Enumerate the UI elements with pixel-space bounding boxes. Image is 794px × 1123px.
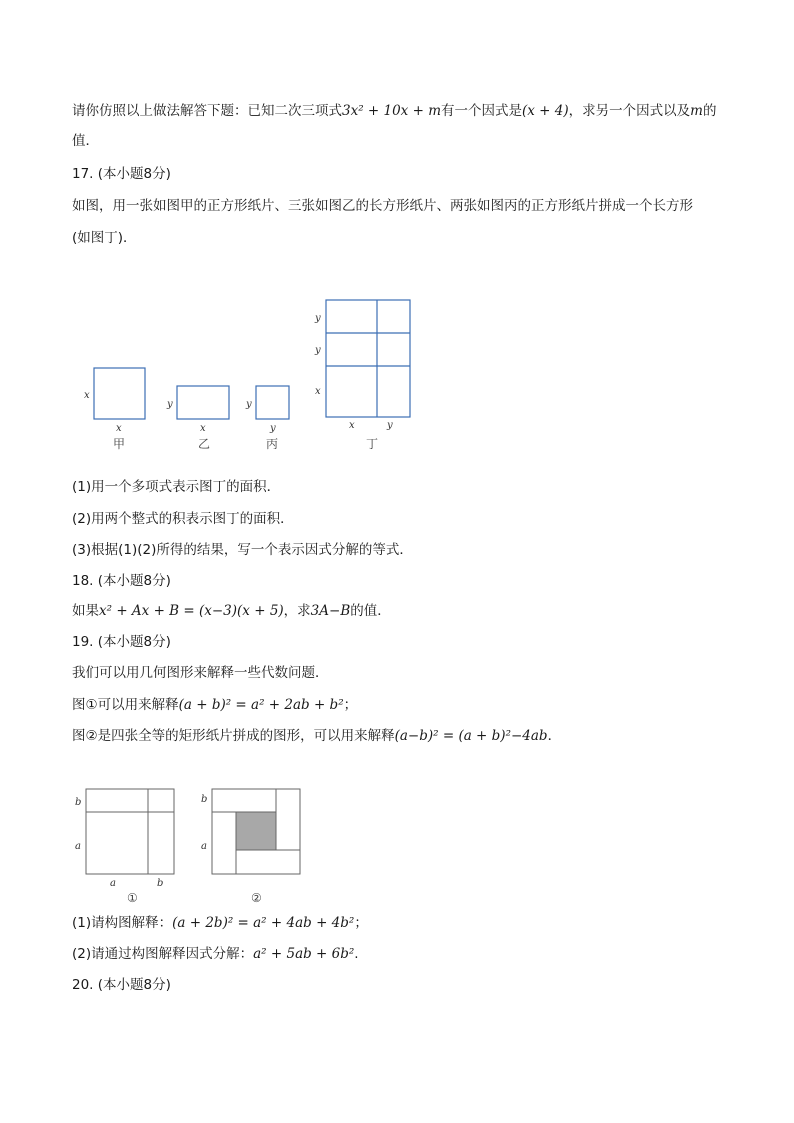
q16-tail: 的 xyxy=(702,103,717,119)
fig-ding-left-label-3: x xyxy=(315,386,321,397)
fig-ding-bottom-label-1: x xyxy=(349,420,355,431)
fig-ding-bottom-label-2: y xyxy=(387,420,393,431)
q19-fig1-text xyxy=(72,695,357,715)
fig2-caption: ② xyxy=(251,891,262,905)
q18-expr: x² + Ax + B = (x−3)(x + 5) xyxy=(99,603,284,619)
q16-var-m: m xyxy=(690,103,703,119)
q18-post: 的值． xyxy=(350,603,391,619)
q18-expr2: 3A−B xyxy=(310,603,351,619)
fig-ding-composite xyxy=(326,300,410,417)
fig-bing-square xyxy=(256,386,289,419)
q19-fig2-pre: 图②是四张全等的矩形纸片拼成的图形，可以用来解释 xyxy=(72,728,395,744)
q17-sub2: (2)用两个整式的积表示图丁的面积． xyxy=(72,511,294,527)
fig-bing-side-label: y xyxy=(246,399,252,410)
q19-sub1-pre: (1)请构图解释： xyxy=(72,915,173,931)
fig-yi-rect xyxy=(177,386,229,419)
q19-fig2-post: ． xyxy=(547,728,562,744)
q19-sub2-expr: a² + 5ab + 6b² xyxy=(253,946,355,962)
q18-mid: ，求 xyxy=(283,603,311,619)
q16-post: ，求另一个因式以及 xyxy=(568,103,691,119)
q17-stem-line1: 如图，用一张如图甲的正方形纸片、三张如图乙的长方形纸片、两张如图丙的正方形纸片拼成一个长方形 xyxy=(72,198,693,214)
q16-text-line1 xyxy=(72,101,716,121)
q19-fig1-expr: (a + b)² = a² + 2ab + b² xyxy=(178,697,344,713)
fig2-left-label-b: b xyxy=(201,794,208,805)
fig-bing-caption: 丙 xyxy=(266,437,279,451)
q19-header: 19. (本小题8分) xyxy=(72,634,171,650)
q19-sub1-post: ； xyxy=(354,915,368,931)
fig2-left-label-a: a xyxy=(201,841,207,852)
q17-header: 17. (本小题8分) xyxy=(72,166,171,182)
q19-sub2-pre: (2)请通过构图解释因式分解： xyxy=(72,946,254,962)
fig-yi-side-label: y xyxy=(167,399,173,410)
fig-jia-bottom-label: x xyxy=(116,423,122,434)
q19-fig1-pre: 图①可以用来解释 xyxy=(72,697,179,713)
q17-stem-line2: (如图丁)． xyxy=(72,230,137,246)
q17-sub3: (3)根据(1)(2)所得的结果，写一个表示因式分解的等式． xyxy=(72,542,413,558)
q18-stem xyxy=(72,601,391,621)
q16-factor: (x + 4) xyxy=(522,103,569,119)
q18-pre: 如果 xyxy=(72,603,99,619)
q19-fig2-expr: (a−b)² = (a + b)²−4ab xyxy=(394,728,548,744)
fig-ding-caption: 丁 xyxy=(366,437,379,451)
fig-yi-caption: 乙 xyxy=(198,437,211,451)
q19-fig1-post: ； xyxy=(343,697,358,713)
fig-jia-side-label: x xyxy=(84,390,90,401)
fig-bing-bottom-label: y xyxy=(270,423,276,434)
q19-figure xyxy=(70,783,330,908)
q19-sub1-expr: (a + 2b)² = a² + 4ab + 4b² xyxy=(172,915,355,931)
fig1-caption: ① xyxy=(127,891,138,905)
fig1-bottom-label-b: b xyxy=(157,878,164,889)
q18-header: 18. (本小题8分) xyxy=(72,573,171,589)
fig1-left-label-a: a xyxy=(75,841,81,852)
q17-sub1: (1)用一个多项式表示图丁的面积． xyxy=(72,479,281,495)
q19-sub2-post: . xyxy=(354,946,359,962)
fig-jia-caption: 甲 xyxy=(113,437,126,451)
fig-ding-left-label-2: y xyxy=(315,345,321,356)
fig2-square xyxy=(212,789,300,874)
q16-text-line2: 值． xyxy=(72,133,99,149)
q16-pre: 请你仿照以上做法解答下题：已知二次三项式 xyxy=(72,103,342,119)
fig-jia-square xyxy=(94,368,145,419)
q16-mid: 有一个因式是 xyxy=(441,103,522,119)
q17-figure xyxy=(70,290,430,460)
fig1-square xyxy=(86,789,174,874)
fig-ding-left-label-1: y xyxy=(315,313,321,324)
q19-fig2-text xyxy=(72,726,561,746)
q20-header: 20. (本小题8分) xyxy=(72,977,171,993)
q19-stem: 我们可以用几何图形来解释一些代数问题． xyxy=(72,665,329,681)
q16-expr: 3x² + 10x + m xyxy=(342,103,441,119)
q19-sub2 xyxy=(72,944,359,964)
fig1-left-label-b: b xyxy=(75,797,82,808)
fig1-bottom-label-a: a xyxy=(110,878,116,889)
fig-yi-bottom-label: x xyxy=(200,423,206,434)
q19-sub1 xyxy=(72,913,368,933)
